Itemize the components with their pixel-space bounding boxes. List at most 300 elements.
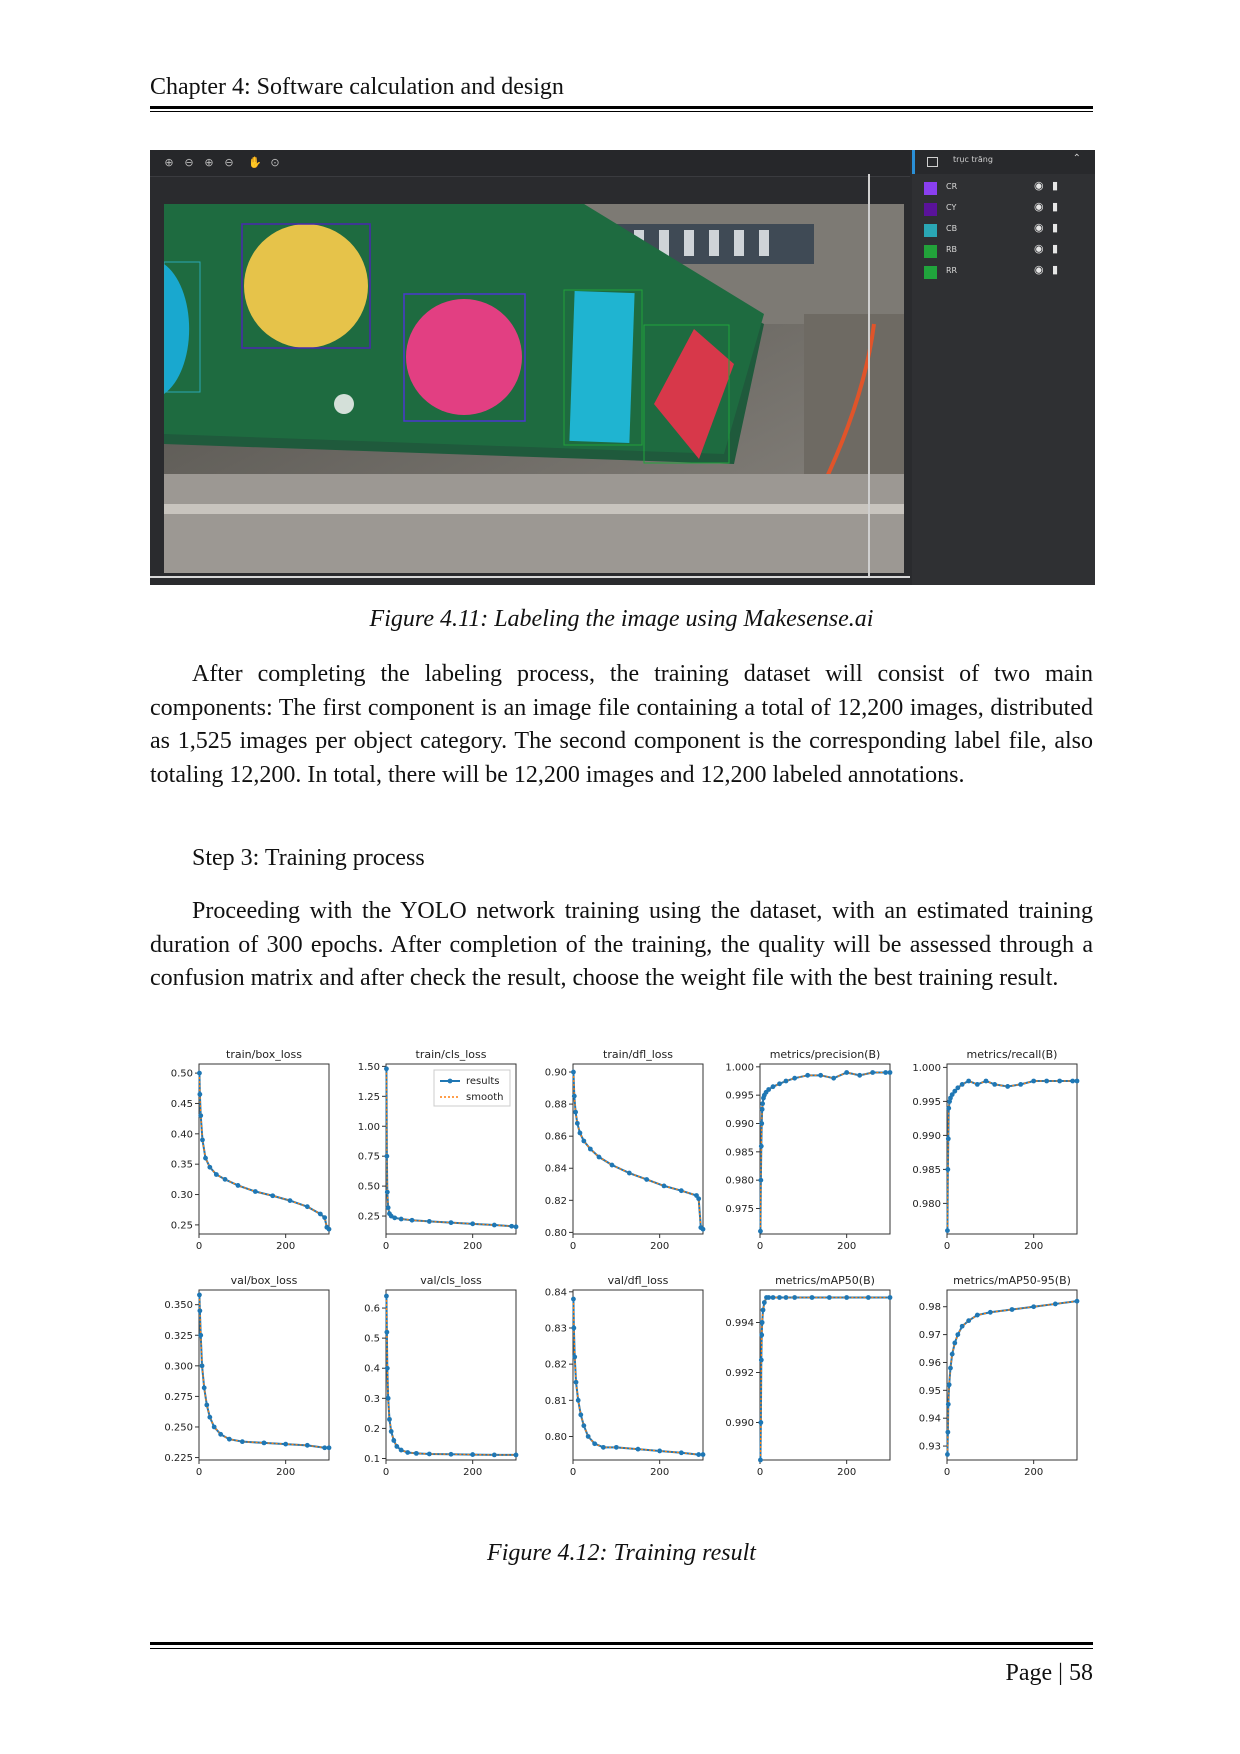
y-tick-label: 0.325 <box>164 1330 193 1342</box>
trash-icon[interactable]: ▮ <box>1052 179 1059 192</box>
data-point <box>955 1332 960 1337</box>
plot-frame <box>947 1290 1077 1460</box>
data-point <box>831 1076 836 1081</box>
y-tick-label: 0.80 <box>544 1431 567 1443</box>
y-tick-label: 0.1 <box>364 1453 380 1465</box>
data-point <box>945 1228 950 1233</box>
plot-frame <box>947 1064 1077 1234</box>
data-point <box>777 1295 782 1300</box>
data-point <box>946 1402 951 1407</box>
data-point <box>758 1178 763 1183</box>
data-point <box>514 1224 519 1229</box>
data-point <box>701 1452 706 1457</box>
x-tick-label: 0 <box>382 1241 390 1252</box>
data-point <box>574 1380 579 1385</box>
data-point <box>389 1429 394 1434</box>
data-point <box>202 1385 207 1390</box>
data-point <box>784 1295 789 1300</box>
y-tick-label: 0.50 <box>357 1181 380 1193</box>
data-point <box>197 1092 202 1097</box>
data-point <box>384 1294 389 1299</box>
header-rule-thin <box>150 111 1093 112</box>
data-point <box>762 1300 767 1305</box>
data-point <box>696 1452 701 1457</box>
data-point <box>384 1330 389 1335</box>
data-point <box>578 1412 583 1417</box>
data-point <box>414 1451 419 1456</box>
page-header <box>150 74 1093 101</box>
y-tick-label: 0.980 <box>912 1198 941 1210</box>
data-point <box>212 1425 217 1430</box>
data-point <box>253 1189 258 1194</box>
eye-icon[interactable]: ◉ <box>1034 221 1044 234</box>
step-3-heading: Step 3: Training process <box>192 845 425 871</box>
data-point <box>571 1070 576 1075</box>
data-point <box>960 1324 965 1329</box>
x-tick-label: 0 <box>943 1241 951 1252</box>
y-tick-label: 0.84 <box>544 1163 567 1175</box>
data-point <box>227 1437 232 1442</box>
conveyor-photo <box>164 204 904 573</box>
x-tick-label: 0 <box>195 1467 203 1478</box>
y-tick-label: 0.35 <box>170 1159 193 1171</box>
data-point <box>1031 1304 1036 1309</box>
trash-icon[interactable]: ▮ <box>1052 242 1059 255</box>
trash-icon[interactable]: ▮ <box>1052 200 1059 213</box>
body-paragraph-2: Proceeding with the YOLO network training using the dataset, with an estimated training duration of 300 epochs. After completion of the training, the quality will be assessed through a confusion matrix and after check the result, choose the weight file with the best training result. <box>150 898 1093 991</box>
eye-icon[interactable]: ◉ <box>1034 200 1044 213</box>
data-point <box>966 1079 971 1084</box>
data-point <box>573 1110 578 1115</box>
data-point <box>391 1438 396 1443</box>
data-point <box>262 1440 267 1445</box>
y-tick-label: 0.30 <box>170 1190 193 1202</box>
data-point <box>975 1082 980 1087</box>
y-tick-label: 0.990 <box>725 1418 754 1429</box>
data-point <box>305 1204 310 1209</box>
x-tick-label: 200 <box>1024 1467 1044 1478</box>
data-point <box>701 1227 706 1232</box>
x-tick-label: 200 <box>837 1241 857 1252</box>
figure-12-caption: Figure 4.12: Training result <box>487 1540 756 1566</box>
y-tick-label: 1.000 <box>725 1062 754 1074</box>
editor-toolbar <box>150 150 910 177</box>
y-tick-label: 0.97 <box>918 1330 941 1342</box>
data-point <box>470 1221 475 1226</box>
y-tick-label: 0.84 <box>544 1287 567 1299</box>
x-tick-label: 200 <box>276 1467 296 1478</box>
training-result-figure <box>150 1040 1095 1510</box>
figure-11-caption: Figure 4.11: Labeling the image using Makesense.ai <box>369 606 874 632</box>
plot-title: val/dfl_loss <box>607 1274 669 1287</box>
data-point <box>758 1229 763 1234</box>
data-point <box>581 1423 586 1428</box>
y-tick-label: 1.25 <box>357 1091 380 1103</box>
data-point <box>766 1295 771 1300</box>
data-point <box>392 1215 397 1220</box>
y-tick-label: 0.82 <box>544 1359 567 1371</box>
data-point <box>805 1073 810 1078</box>
data-point <box>777 1081 782 1086</box>
canvas-guide-line <box>868 174 870 578</box>
data-point <box>236 1183 241 1188</box>
data-point <box>945 1167 950 1172</box>
y-tick-label: 0.25 <box>357 1211 380 1223</box>
data-point <box>614 1445 619 1450</box>
plot-frame <box>573 1290 703 1460</box>
y-tick-label: 0.2 <box>364 1423 380 1435</box>
data-point <box>759 1121 764 1126</box>
data-point <box>759 1333 764 1338</box>
data-point <box>636 1447 641 1452</box>
data-point <box>945 1430 950 1435</box>
data-point <box>952 1341 957 1346</box>
data-point <box>385 1366 390 1371</box>
y-tick-label: 0.990 <box>725 1119 754 1130</box>
y-tick-label: 0.6 <box>364 1303 380 1315</box>
x-tick-label: 200 <box>463 1241 483 1252</box>
data-point <box>857 1073 862 1078</box>
label-color-swatch <box>924 266 937 279</box>
y-tick-label: 0.93 <box>918 1441 941 1453</box>
plot-frame <box>386 1290 516 1460</box>
label-color-swatch <box>924 245 937 258</box>
data-point <box>947 1382 952 1387</box>
eye-icon[interactable]: ◉ <box>1034 242 1044 255</box>
y-tick-label: 1.50 <box>357 1061 380 1073</box>
data-point <box>578 1131 583 1136</box>
y-tick-label: 0.86 <box>544 1131 567 1143</box>
data-point <box>662 1183 667 1188</box>
data-point <box>966 1318 971 1323</box>
y-tick-label: 0.95 <box>918 1385 941 1397</box>
y-tick-label: 0.50 <box>170 1068 193 1080</box>
data-point <box>975 1313 980 1318</box>
label-row-rb[interactable] <box>912 240 1095 262</box>
plot-title: val/cls_loss <box>420 1274 482 1287</box>
plot-title: metrics/mAP50(B) <box>775 1274 875 1287</box>
label-row-cr[interactable] <box>912 177 1095 199</box>
data-point <box>761 1308 766 1313</box>
x-tick-label: 0 <box>756 1241 764 1252</box>
data-point <box>870 1070 875 1075</box>
y-tick-label: 0.90 <box>544 1067 567 1079</box>
canvas-guide-line-horizontal <box>150 576 910 578</box>
data-point <box>386 1205 391 1210</box>
data-point <box>766 1087 771 1092</box>
y-tick-label: 0.94 <box>918 1413 941 1425</box>
data-point <box>197 1308 202 1313</box>
footer-rule-thin <box>150 1648 1093 1649</box>
data-point <box>385 1190 390 1195</box>
label-row-cy[interactable] <box>912 198 1095 220</box>
body-paragraph-1: After completing the labeling process, the training dataset will consist of two main components: The first component is an image file containing a total of 12,200 images, distributed as 1,525 images per object category. The second component is the corresponding label file, also totaling 12,200. In total, there will be 12,200 images and 12,200 labeled annotations. <box>150 661 1093 788</box>
data-point <box>318 1212 323 1217</box>
y-tick-label: 0.994 <box>725 1318 754 1329</box>
y-tick-label: 0.980 <box>725 1175 754 1187</box>
data-point <box>1070 1079 1075 1084</box>
data-point <box>792 1295 797 1300</box>
data-point <box>760 1107 765 1112</box>
data-point <box>827 1295 832 1300</box>
y-tick-label: 0.275 <box>164 1391 193 1403</box>
data-point <box>948 1366 953 1371</box>
y-tick-label: 0.975 <box>725 1204 754 1215</box>
data-point <box>784 1079 789 1084</box>
legend-results-label: results <box>466 1076 500 1087</box>
x-tick-label: 0 <box>569 1467 577 1478</box>
data-point <box>950 1352 955 1357</box>
data-point <box>984 1079 989 1084</box>
data-point <box>792 1076 797 1081</box>
data-point <box>223 1177 228 1182</box>
labels-panel <box>912 150 1095 585</box>
y-tick-label: 0.250 <box>164 1422 193 1434</box>
header-rule-thick <box>150 106 1093 109</box>
data-point <box>572 1094 577 1099</box>
data-point <box>1057 1079 1062 1084</box>
y-tick-label: 0.81 <box>544 1395 567 1407</box>
data-point <box>945 1452 950 1457</box>
data-point <box>888 1295 893 1300</box>
data-point <box>883 1070 888 1075</box>
data-point <box>394 1444 399 1449</box>
data-point <box>844 1070 849 1075</box>
label-color-swatch <box>924 203 937 216</box>
data-point <box>592 1441 597 1446</box>
y-tick-label: 0.25 <box>170 1220 193 1232</box>
data-point <box>960 1082 965 1087</box>
data-point <box>427 1219 432 1224</box>
x-tick-label: 0 <box>382 1467 390 1478</box>
data-point <box>758 1458 763 1463</box>
y-tick-label: 0.350 <box>164 1300 193 1312</box>
chevron-up-icon[interactable]: ⌃ <box>1072 153 1081 164</box>
data-point <box>696 1196 701 1201</box>
data-point <box>204 1403 209 1408</box>
data-point <box>384 1066 389 1071</box>
data-point <box>449 1452 454 1457</box>
data-point <box>470 1452 475 1457</box>
data-point <box>760 1320 765 1325</box>
data-point <box>198 1333 203 1338</box>
eye-icon[interactable]: ◉ <box>1034 263 1044 276</box>
data-point <box>197 1292 202 1297</box>
data-point <box>771 1295 776 1300</box>
y-tick-label: 0.5 <box>364 1333 380 1345</box>
y-tick-label: 0.75 <box>357 1151 380 1163</box>
zoom-in-icon[interactable]: ⊕ <box>164 156 174 169</box>
data-point <box>1005 1084 1010 1089</box>
x-tick-label: 200 <box>1024 1241 1044 1252</box>
data-point <box>207 1165 212 1170</box>
data-point <box>581 1139 586 1144</box>
data-point <box>387 1417 392 1422</box>
data-point <box>810 1295 815 1300</box>
data-point <box>214 1172 219 1177</box>
y-tick-label: 0.990 <box>912 1130 941 1142</box>
y-tick-label: 0.80 <box>544 1227 567 1239</box>
label-name: RB <box>946 245 958 254</box>
x-tick-label: 200 <box>463 1467 483 1478</box>
y-tick-label: 0.96 <box>918 1357 941 1369</box>
y-tick-label: 0.985 <box>725 1147 754 1159</box>
x-tick-label: 0 <box>195 1241 203 1252</box>
label-row-cb[interactable] <box>912 219 1095 241</box>
data-point <box>610 1163 615 1168</box>
data-point <box>1031 1079 1036 1084</box>
hand-icon[interactable]: ✋ <box>248 156 262 169</box>
data-point <box>759 1358 764 1363</box>
training-plots <box>150 1040 1095 1510</box>
data-point <box>384 1154 389 1159</box>
y-tick-label: 0.45 <box>170 1098 193 1110</box>
data-point <box>679 1450 684 1455</box>
y-tick-label: 0.992 <box>725 1368 754 1379</box>
data-point <box>1044 1079 1049 1084</box>
data-point <box>1075 1079 1080 1084</box>
chapter-title: Chapter 4: Software calculation and design <box>150 74 564 100</box>
data-point <box>988 1310 993 1315</box>
makesense-screenshot <box>150 150 1095 585</box>
y-tick-label: 0.88 <box>544 1099 567 1111</box>
data-point <box>405 1450 410 1455</box>
plot-title: train/dfl_loss <box>603 1048 673 1061</box>
data-point <box>1053 1302 1058 1307</box>
crosshair-icon[interactable]: ⊙ <box>270 156 280 169</box>
data-point <box>240 1439 245 1444</box>
data-point <box>207 1415 212 1420</box>
data-point <box>888 1070 893 1075</box>
data-point <box>410 1218 415 1223</box>
data-point <box>866 1295 871 1300</box>
data-point <box>576 1398 581 1403</box>
data-point <box>1018 1082 1023 1087</box>
data-point <box>509 1224 514 1229</box>
legend-results-marker <box>448 1079 453 1084</box>
data-point <box>597 1155 602 1160</box>
label-color-swatch <box>924 182 937 195</box>
data-point <box>601 1445 606 1450</box>
data-point <box>322 1215 327 1220</box>
y-tick-label: 1.00 <box>357 1121 380 1133</box>
x-tick-label: 200 <box>650 1241 670 1252</box>
y-tick-label: 0.40 <box>170 1129 193 1141</box>
data-point <box>449 1220 454 1225</box>
plot-frame <box>760 1290 890 1460</box>
x-tick-label: 200 <box>837 1467 857 1478</box>
zoom-fit-icon[interactable]: ⊕ <box>204 156 214 169</box>
data-point <box>492 1223 497 1228</box>
trash-icon[interactable]: ▮ <box>1052 221 1059 234</box>
y-tick-label: 0.985 <box>912 1164 941 1176</box>
data-point <box>575 1121 580 1126</box>
data-point <box>758 1420 763 1425</box>
y-tick-label: 0.225 <box>164 1453 193 1465</box>
plot-title: metrics/precision(B) <box>769 1048 881 1061</box>
plot-frame <box>760 1064 890 1234</box>
plot-title: train/cls_loss <box>415 1048 487 1061</box>
data-point <box>946 1136 951 1141</box>
legend-smooth-label: smooth <box>466 1092 504 1103</box>
data-point <box>200 1363 205 1368</box>
footer-rule-thick <box>150 1642 1093 1645</box>
y-tick-label: 0.98 <box>918 1302 941 1314</box>
page-number: Page | 58 <box>1005 1660 1093 1686</box>
panel-title: trục trăng <box>953 155 993 164</box>
data-point <box>818 1073 823 1078</box>
data-point <box>571 1297 576 1302</box>
data-point <box>679 1188 684 1193</box>
x-tick-label: 0 <box>569 1241 577 1252</box>
x-tick-label: 200 <box>650 1467 670 1478</box>
zoom-out-icon[interactable]: ⊖ <box>184 156 194 169</box>
data-point <box>644 1177 649 1182</box>
data-point <box>305 1443 310 1448</box>
plot-title: metrics/mAP50-95(B) <box>953 1274 1071 1287</box>
data-point <box>386 1396 391 1401</box>
data-point <box>203 1156 208 1161</box>
data-point <box>288 1198 293 1203</box>
label-name: CB <box>946 224 958 233</box>
eye-icon[interactable]: ◉ <box>1034 179 1044 192</box>
data-point <box>946 1106 951 1111</box>
data-point <box>322 1445 327 1450</box>
data-point <box>399 1217 404 1222</box>
data-point <box>283 1442 288 1447</box>
y-tick-label: 0.3 <box>364 1393 380 1405</box>
data-point <box>759 1144 764 1149</box>
data-point <box>327 1227 332 1232</box>
data-point <box>1075 1299 1080 1304</box>
label-name: CY <box>946 203 957 212</box>
data-point <box>218 1432 223 1437</box>
data-point <box>627 1171 632 1176</box>
data-point <box>399 1448 404 1453</box>
data-point <box>955 1085 960 1090</box>
data-point <box>992 1082 997 1087</box>
label-row-rr[interactable] <box>912 261 1095 283</box>
data-point <box>586 1434 591 1439</box>
y-tick-label: 0.995 <box>912 1096 941 1108</box>
image-canvas[interactable] <box>164 204 904 573</box>
zoom-reset-icon[interactable]: ⊖ <box>224 156 234 169</box>
data-point <box>327 1445 332 1450</box>
data-point <box>270 1193 275 1198</box>
labels-panel-header[interactable] <box>912 150 1095 174</box>
data-point <box>571 1326 576 1331</box>
x-tick-label: 0 <box>756 1467 764 1478</box>
y-tick-label: 0.83 <box>544 1323 567 1335</box>
y-tick-label: 0.300 <box>164 1361 193 1373</box>
data-point <box>198 1113 203 1118</box>
data-point <box>1010 1307 1015 1312</box>
data-point <box>427 1452 432 1457</box>
x-tick-label: 200 <box>276 1241 296 1252</box>
data-point <box>200 1137 205 1142</box>
trash-icon[interactable]: ▮ <box>1052 263 1059 276</box>
label-name: CR <box>946 182 958 191</box>
plot-title: val/box_loss <box>230 1274 298 1287</box>
data-point <box>514 1452 519 1457</box>
data-point <box>771 1084 776 1089</box>
data-point <box>197 1071 202 1076</box>
data-point <box>760 1101 765 1106</box>
data-point <box>844 1295 849 1300</box>
y-tick-label: 0.4 <box>364 1363 380 1375</box>
data-point <box>657 1449 662 1454</box>
plot-title: train/box_loss <box>226 1048 302 1061</box>
